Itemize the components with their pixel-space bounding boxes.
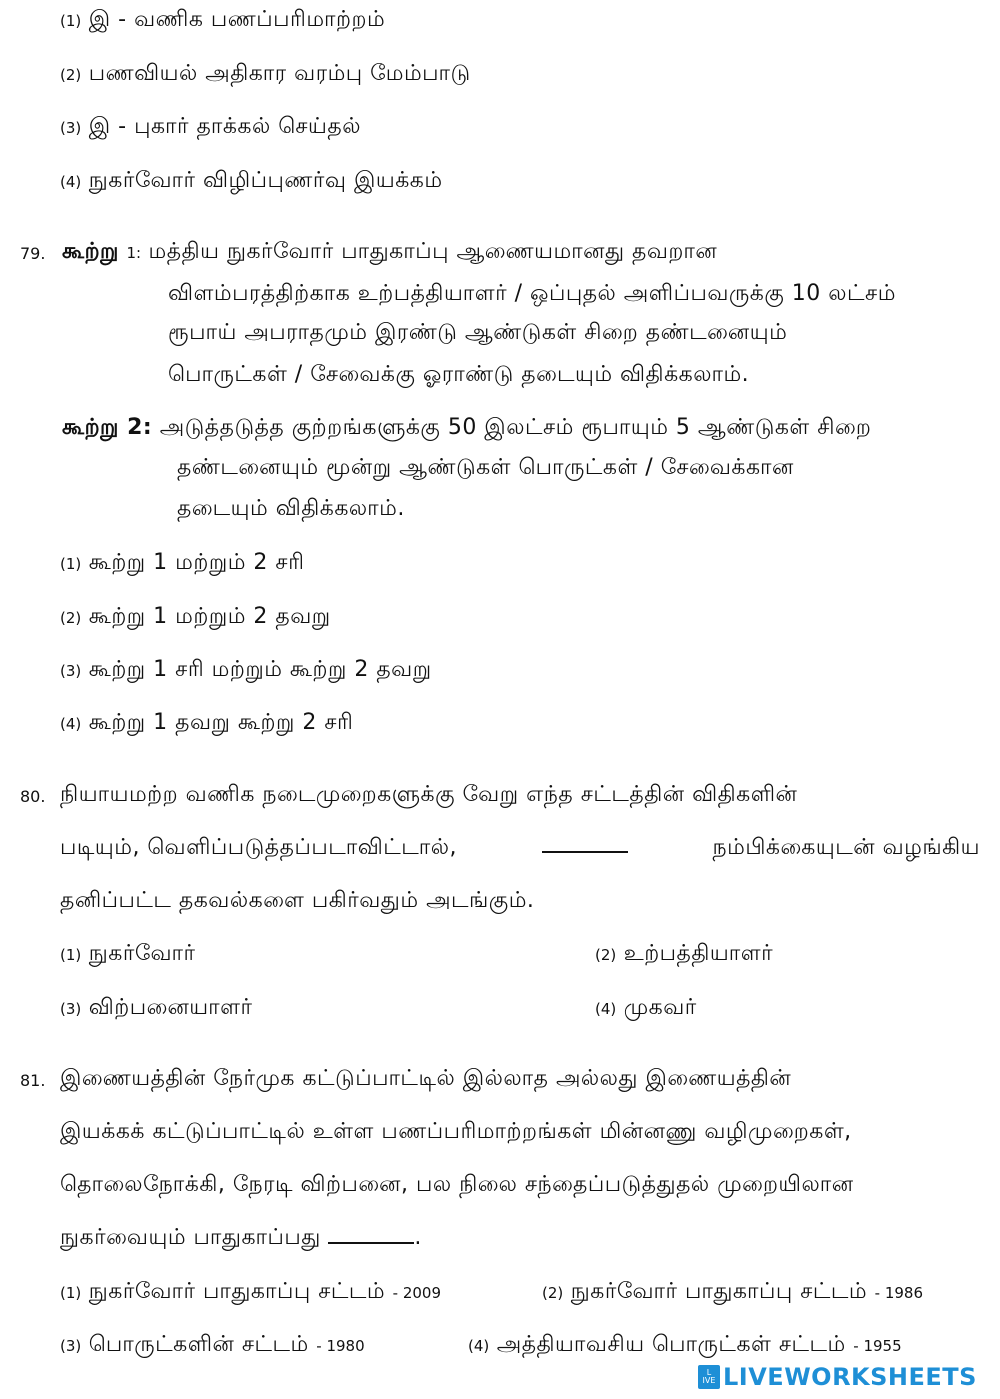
q80-option-2: (2) உற்பத்தியாளர் bbox=[595, 941, 774, 966]
q79-statement-1-line-2: விளம்பரத்திற்காக உற்பத்தியாளர் / ஒப்புதல் அளிப்பவருக்கு 10 லட்சம் bbox=[168, 281, 896, 306]
liveworksheets-logo[interactable] bbox=[698, 1362, 977, 1392]
q80-line-2: படியும், வெளிப்படுத்தப்படாவிட்டால், நம்பிக்கையுடன் வழங்கிய bbox=[60, 835, 980, 860]
question-80-number: 80. bbox=[20, 787, 46, 806]
q81-option-3: (3) பொருட்களின் சட்டம் - 1980 bbox=[60, 1332, 365, 1357]
q79-statement-1-line-4: பொருட்கள் / சேவைக்கு ஓராண்டு தடையும் விதிக்கலாம். bbox=[168, 362, 750, 387]
q81-line-3: தொலைநோக்கி, நேரடி விற்பனை, பல நிலை சந்தைப்படுத்துதல் முறையிலான bbox=[60, 1172, 854, 1197]
q81-blank bbox=[328, 1224, 414, 1244]
question-79-number: 79. bbox=[20, 244, 46, 263]
q79-option-1: (1) கூற்று 1 மற்றும் 2 சரி bbox=[60, 550, 305, 575]
liveworksheets-wordmark: LIVEWORKSHEETS bbox=[723, 1363, 977, 1391]
q79-statement-1-line-3: ரூபாய் அபராதமும் இரண்டு ஆண்டுகள் சிறை தண்டனையும் bbox=[168, 320, 788, 345]
q81-option-1: (1) நுகர்வோர் பாதுகாப்பு சட்டம் - 2009 bbox=[60, 1279, 441, 1304]
prev-option-1: (1) இ - வணிக பணப்பரிமாற்றம் bbox=[60, 7, 386, 32]
q80-line-3: தனிப்பட்ட தகவல்களை பகிர்வதும் அடங்கும். bbox=[60, 888, 535, 913]
q79-statement-1-line-1: கூற்று 1: மத்திய நுகர்வோர் பாதுகாப்பு ஆணையமானது தவறான bbox=[62, 239, 718, 264]
q79-option-2: (2) கூற்று 1 மற்றும் 2 தவறு bbox=[60, 604, 331, 629]
q80-option-1: (1) நுகர்வோர் bbox=[60, 941, 196, 966]
q79-statement-2-line-3: தடையும் விதிக்கலாம். bbox=[177, 496, 405, 521]
q81-line-2: இயக்கக் கட்டுப்பாட்டில் உள்ள பணப்பரிமாற்றங்கள் மின்னணு வழிமுறைகள், bbox=[60, 1119, 852, 1144]
q80-option-4: (4) முகவர் bbox=[595, 995, 697, 1020]
q81-option-2: (2) நுகர்வோர் பாதுகாப்பு சட்டம் - 1986 bbox=[542, 1279, 923, 1304]
q80-line-1: நியாயமற்ற வணிக நடைமுறைகளுக்கு வேறு எந்த சட்டத்தின் விதிகளின் bbox=[60, 782, 798, 807]
liveworksheets-badge-icon: L IVE bbox=[698, 1365, 720, 1389]
q79-option-3: (3) கூற்று 1 சரி மற்றும் கூற்று 2 தவறு bbox=[60, 657, 432, 682]
q81-option-4: (4) அத்தியாவசிய பொருட்கள் சட்டம் - 1955 bbox=[468, 1332, 902, 1357]
q80-option-3: (3) விற்பனையாளர் bbox=[60, 995, 253, 1020]
q79-option-4: (4) கூற்று 1 தவறு கூற்று 2 சரி bbox=[60, 710, 354, 735]
q81-line-4: நுகர்வையும் பாதுகாப்பது . bbox=[60, 1225, 422, 1250]
prev-option-2: (2) பணவியல் அதிகார வரம்பு மேம்பாடு bbox=[60, 61, 471, 86]
q80-blank bbox=[542, 833, 628, 853]
q79-statement-2-line-1: கூற்று 2: அடுத்தடுத்த குற்றங்களுக்கு 50 இலட்சம் ரூபாயும் 5 ஆண்டுகள் சிறை bbox=[62, 415, 872, 440]
q79-statement-2-line-2: தண்டனையும் மூன்று ஆண்டுகள் பொருட்கள் / சேவைக்கான bbox=[177, 455, 794, 480]
prev-option-3: (3) இ - புகார் தாக்கல் செய்தல் bbox=[60, 114, 361, 139]
prev-option-4: (4) நுகர்வோர் விழிப்புணர்வு இயக்கம் bbox=[60, 168, 443, 193]
question-81-number: 81. bbox=[20, 1071, 46, 1090]
q81-line-1: இணையத்தின் நேர்முக கட்டுப்பாட்டில் இல்லாத அல்லது இணையத்தின் bbox=[60, 1066, 792, 1091]
